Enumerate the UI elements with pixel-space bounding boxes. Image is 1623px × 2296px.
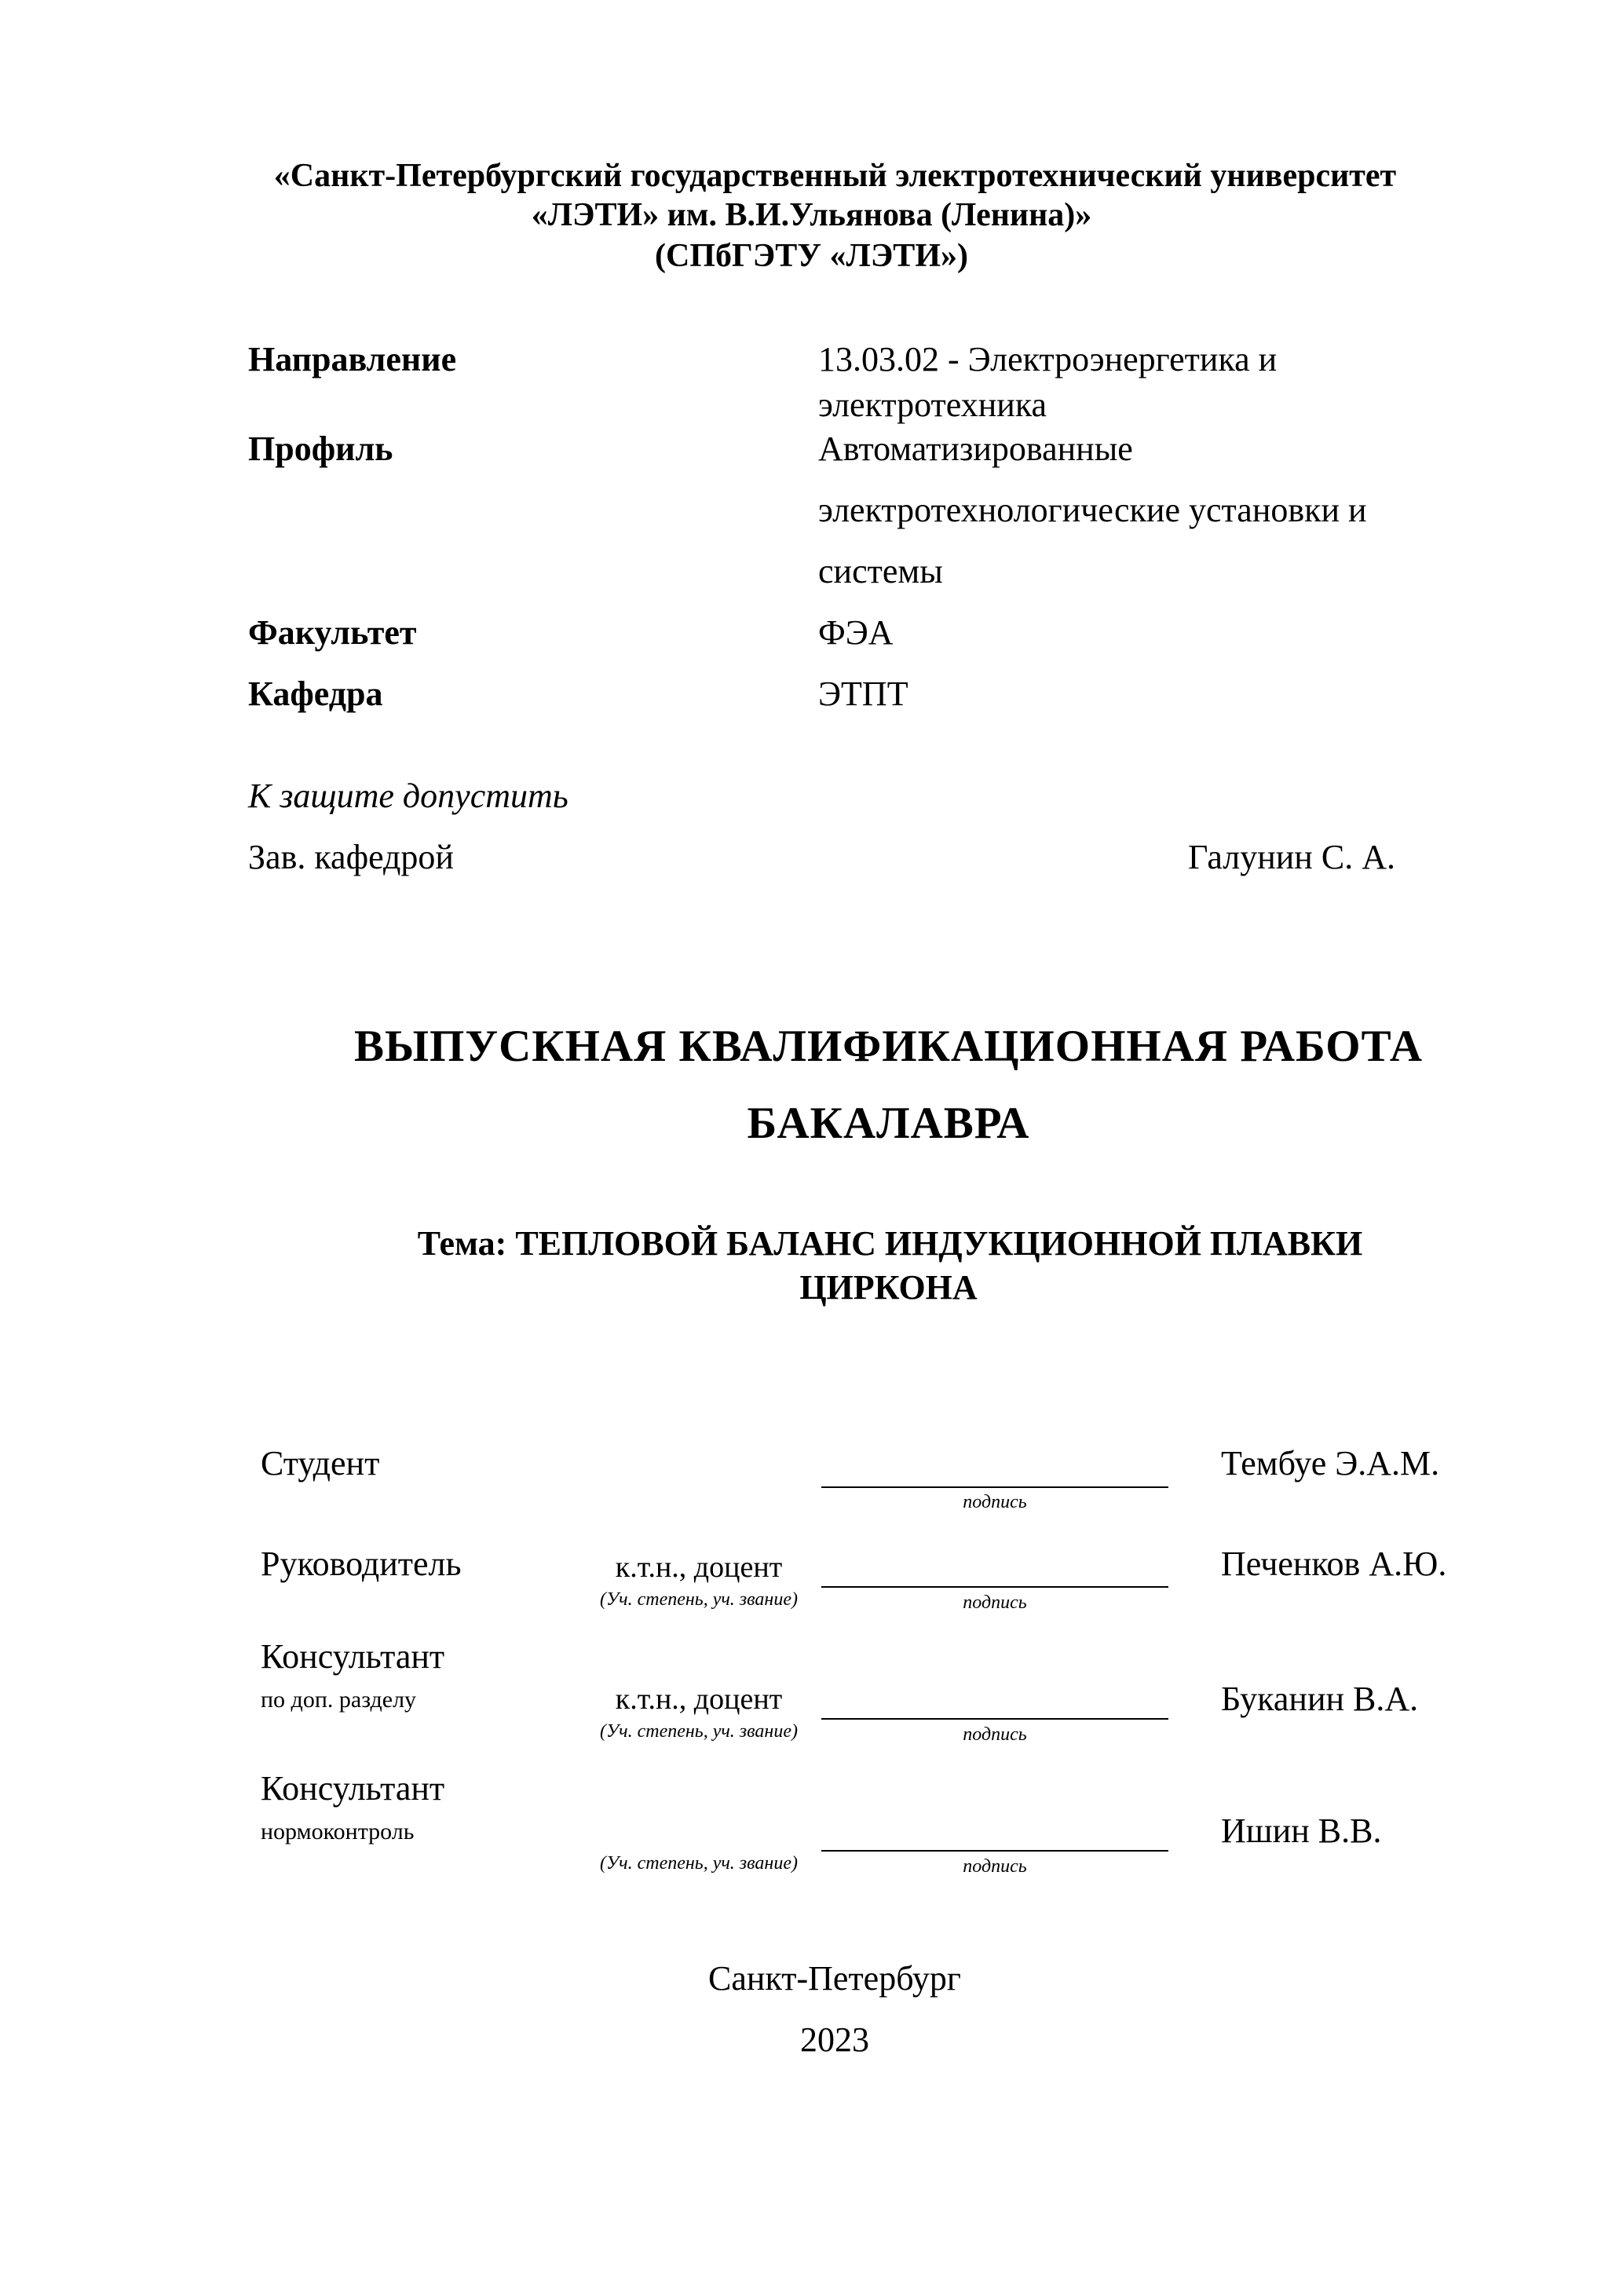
supervisor-role: Руководитель (261, 1545, 462, 1583)
supervisor-signature-caption: подпись (963, 1592, 1027, 1613)
footer-year: 2023 (800, 2020, 869, 2059)
profile-label: Профиль (248, 430, 393, 468)
direction-value-line-1: 13.03.02 - Электроэнергетика и (818, 340, 1278, 378)
student-name: Тембуе Э.А.М. (1221, 1444, 1440, 1483)
university-name-line-1: «Санкт-Петербургский государственный электротехнический университет (273, 158, 1397, 194)
direction-label: Направление (248, 340, 457, 378)
university-abbreviation: (СПбГЭТУ «ЛЭТИ») (655, 238, 968, 274)
admission-label: К защите допустить (248, 777, 568, 815)
university-name-line-2: «ЛЭТИ» им. В.И.Ульянова (Ленина)» (531, 197, 1092, 233)
consultant-2-signature-caption: подпись (963, 1856, 1027, 1877)
consultant-2-name: Ишин В.В. (1221, 1812, 1382, 1850)
consultant-1-subtitle: по доп. разделу (261, 1687, 417, 1713)
profile-value-line-1: Автоматизированные (818, 430, 1133, 468)
consultant-2-subtitle: нормоконтроль (261, 1819, 415, 1844)
student-signature-line (821, 1486, 1168, 1488)
consultant-1-degree: к.т.н., доцент (615, 1683, 783, 1716)
faculty-value: ФЭА (818, 613, 894, 652)
document-title-line-2: БАКАЛАВРА (747, 1099, 1030, 1148)
document-title-line-1: ВЫПУСКНАЯ КВАЛИФИКАЦИОННАЯ РАБОТА (353, 1022, 1423, 1071)
head-of-department-name: Галунин С. А. (1188, 838, 1395, 876)
consultant-2-signature-line (821, 1850, 1168, 1852)
topic-line-1: Тема: ТЕПЛОВОЙ БАЛАНС ИНДУКЦИОННОЙ ПЛАВКИ (417, 1224, 1363, 1263)
topic-line-2: ЦИРКОНА (799, 1268, 978, 1307)
supervisor-signature-line (821, 1586, 1168, 1588)
department-label: Кафедра (248, 675, 383, 713)
student-role: Студент (261, 1444, 380, 1483)
consultant-1-name: Буканин В.А. (1221, 1680, 1419, 1718)
profile-value-line-3: системы (818, 552, 943, 590)
consultant-1-degree-caption: (Уч. степень, уч. звание) (600, 1721, 798, 1742)
profile-value-line-2: электротехнологические установки и (818, 491, 1367, 529)
head-of-department-label: Зав. кафедрой (248, 838, 454, 876)
department-value: ЭТПТ (818, 675, 908, 713)
direction-value-line-2: электротехника (818, 386, 1047, 424)
consultant-2-role: Консультант (261, 1769, 445, 1808)
consultant-1-signature-caption: подпись (963, 1724, 1027, 1745)
supervisor-degree: к.т.н., доцент (615, 1551, 783, 1584)
student-signature-caption: подпись (963, 1492, 1027, 1512)
faculty-label: Факультет (248, 613, 417, 652)
supervisor-name: Печенков А.Ю. (1221, 1545, 1447, 1583)
footer-city: Санкт-Петербург (708, 1959, 961, 1998)
consultant-1-role: Консультант (261, 1637, 445, 1676)
consultant-2-degree-caption: (Уч. степень, уч. звание) (600, 1853, 798, 1874)
supervisor-degree-caption: (Уч. степень, уч. звание) (600, 1589, 798, 1610)
consultant-1-signature-line (821, 1718, 1168, 1720)
